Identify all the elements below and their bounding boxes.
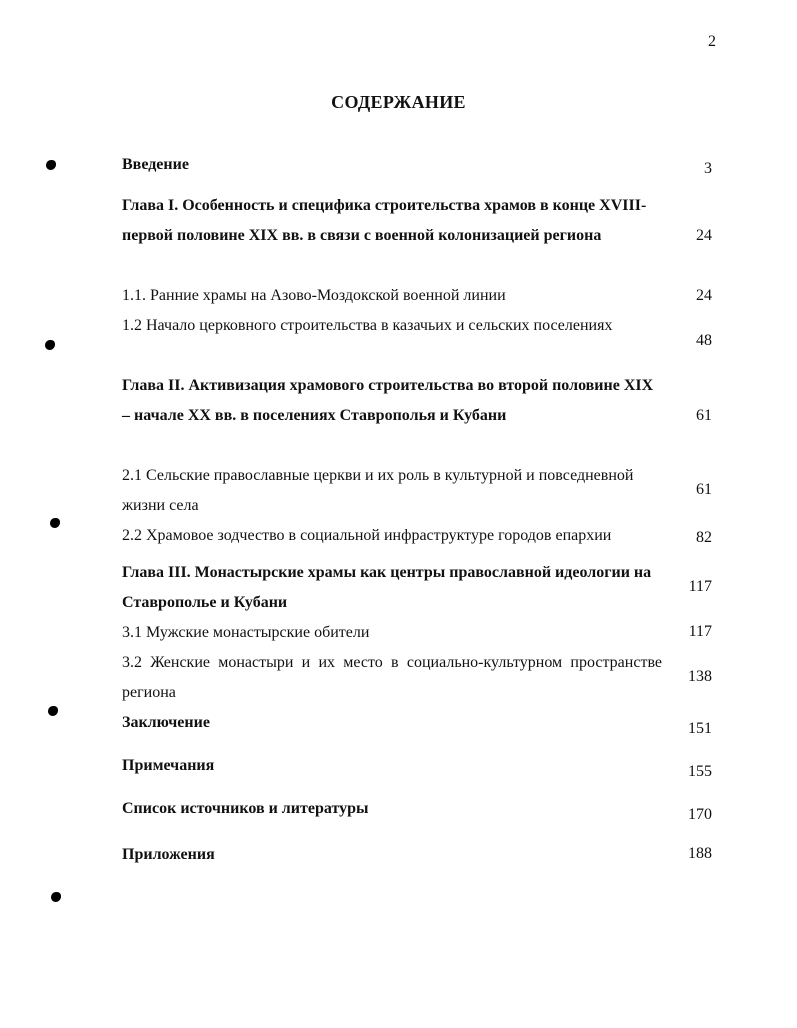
toc-entry-title: 1.1. Ранние храмы на Азово-Моздокской военной линии xyxy=(122,287,506,304)
binding-hole-mark xyxy=(51,892,61,902)
toc-page-number: 117 xyxy=(688,578,712,595)
toc-entry-title: 3.1 Мужские монастырские обители xyxy=(122,624,370,641)
toc-entry-title: 3.2 Женские монастыри и их место в социально-культурном пространстве региона xyxy=(122,654,662,701)
toc-page-number: 24 xyxy=(696,227,712,244)
toc-entry-title: Заключение xyxy=(122,714,210,731)
toc-entry-title: Глава III. Монастырские храмы как центры православной идеологии на Ставрополье и Кубани xyxy=(122,564,652,611)
toc-page-number: 155 xyxy=(688,763,712,780)
toc-page-number: 24 xyxy=(696,287,712,304)
toc-page-number: 82 xyxy=(696,529,712,546)
toc-page-number: 48 xyxy=(696,332,712,349)
toc-page-number: 170 xyxy=(688,806,712,823)
toc-page-number: 138 xyxy=(688,668,712,685)
binding-hole-mark xyxy=(45,340,55,350)
toc-entry-title: 2.2 Храмовое зодчество в социальной инфраструктуре городов епархии xyxy=(122,527,612,544)
toc-entry-title: 1.2 Начало церковного строительства в казачьих и сельских поселениях xyxy=(122,317,613,334)
toc-entry-title: Список источников и литературы xyxy=(122,800,369,817)
page-number: 2 xyxy=(708,33,716,50)
toc-entry-title: Приложения xyxy=(122,846,215,863)
toc-entry-title: Примечания xyxy=(122,757,215,774)
toc-page-number: 151 xyxy=(688,720,712,737)
toc-entry-title: 2.1 Сельские православные церкви и их роль в культурной и повседневной жизни села xyxy=(122,467,634,514)
toc-entry-title: Глава II. Активизация храмового строительства во второй половине XIX – начале XX вв. в поселениях Ставрополья и Кубани xyxy=(122,377,654,424)
toc-entry-title: Глава I. Особенность и специфика строительства храмов в конце XVIII- первой половине XIX вв. в связи с военной колонизацией региона xyxy=(122,197,647,244)
binding-hole-mark xyxy=(48,706,58,716)
toc-page-number: 61 xyxy=(696,481,712,498)
binding-hole-mark xyxy=(50,518,60,528)
toc-page-number: 3 xyxy=(704,160,712,177)
binding-hole-mark xyxy=(46,160,56,170)
toc-page-number: 117 xyxy=(688,623,712,640)
toc-entry-title: Введение xyxy=(122,156,189,173)
page-title: СОДЕРЖАНИЕ xyxy=(331,92,466,112)
toc-page-number: 61 xyxy=(696,407,712,424)
toc-page-number: 188 xyxy=(688,845,712,862)
